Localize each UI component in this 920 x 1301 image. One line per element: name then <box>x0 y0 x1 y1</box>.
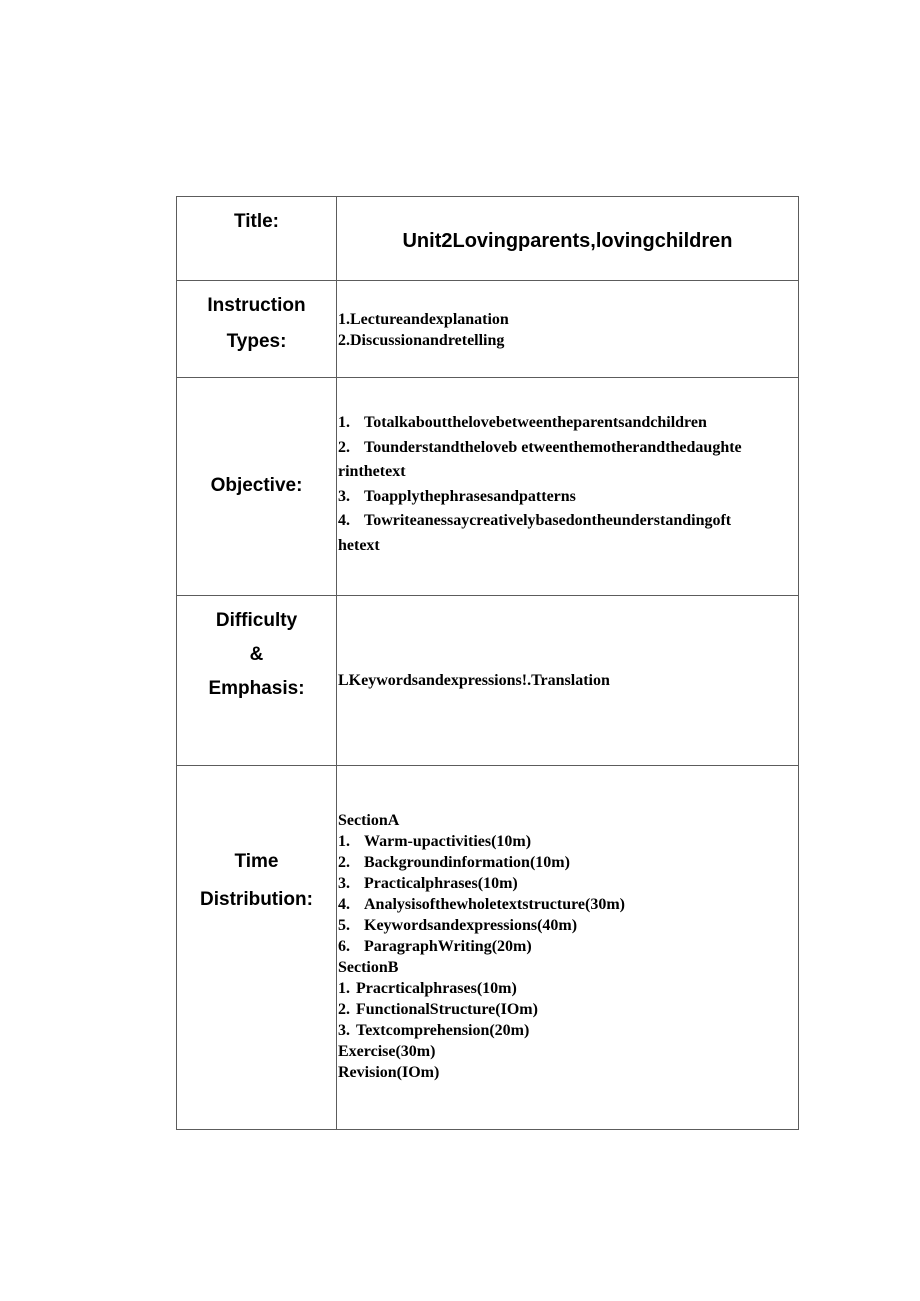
objective-item-number: 4. <box>338 512 350 529</box>
section-a-item <box>338 873 798 894</box>
section-a-item <box>338 831 798 852</box>
instruction-label-line1: Instruction <box>207 295 306 316</box>
item-text: Analysisofthewholetextstructure(30m) <box>364 896 625 913</box>
section-a-item <box>338 915 798 936</box>
time-label-line2: Distribution: <box>200 889 313 910</box>
objective-item <box>338 509 798 534</box>
item-text: ParagraphWriting(20m) <box>364 938 532 955</box>
revision-line: Revision(IOm) <box>338 1064 440 1081</box>
difficulty-label-cell <box>177 596 337 766</box>
item-number: 5. <box>338 917 350 934</box>
section-a-item <box>338 852 798 873</box>
section-a-heading: SectionA <box>338 812 400 829</box>
objective-item <box>338 485 798 510</box>
time-label-line1: Time <box>234 851 279 872</box>
section-b-item <box>338 978 798 999</box>
objective-item <box>338 436 798 461</box>
title-label-cell <box>177 197 337 281</box>
objective-label-cell <box>177 378 337 596</box>
section-b-item <box>338 1020 798 1041</box>
objective-item-number: 3. <box>338 487 350 505</box>
title-value: Unit2Lovingparents,lovingchildren <box>337 197 799 281</box>
section-a-item <box>338 936 798 957</box>
item-number: 1. <box>338 980 350 997</box>
item-number: 6. <box>338 938 350 955</box>
objective-row <box>177 378 799 596</box>
exercise-line: Exercise(30m) <box>338 1043 436 1060</box>
item-number: 3. <box>338 875 350 892</box>
item-text: FunctionalStructure(IOm) <box>356 1001 538 1018</box>
objective-item <box>338 411 798 436</box>
time-row <box>177 766 799 1130</box>
difficulty-label-line3: Emphasis: <box>208 678 305 699</box>
objective-values <box>337 378 799 596</box>
time-values <box>337 766 799 1130</box>
lesson-plan-table <box>176 196 799 1130</box>
difficulty-label-line2: & <box>249 644 264 665</box>
time-label-cell <box>177 766 337 1130</box>
item-number: 2. <box>338 854 350 871</box>
instruction-label-cell <box>177 281 337 378</box>
item-number: 3. <box>338 1022 350 1039</box>
item-text: Practicalphrases(10m) <box>364 875 518 892</box>
section-b-item <box>338 999 798 1020</box>
objective-item-number: 2. <box>338 438 350 456</box>
difficulty-value: LKeywordsandexpressions!.Translation <box>337 596 799 766</box>
objective-item-text: Tounderstandtheloveb etweenthemotherandthedaughte <box>364 438 742 456</box>
item-number: 2. <box>338 1001 350 1018</box>
item-text: Warm-upactivities(10m) <box>364 833 532 850</box>
item-number: 1. <box>338 833 350 850</box>
instruction-item: 2.Discussionandretelling <box>338 332 505 349</box>
objective-item-text: Totalkaboutthelovebetweentheparentsandchildren <box>364 414 707 431</box>
objective-item-text: Towriteanessaycreativelybasedontheunderstandingoft <box>364 512 732 529</box>
instruction-item: 1.Lectureandexplanation <box>338 311 509 328</box>
difficulty-label-line1: Difficulty <box>215 610 298 631</box>
item-text: Pracrticalphrases(10m) <box>356 980 517 997</box>
objective-item-number: 1. <box>338 414 350 431</box>
item-text: Backgroundinformation(10m) <box>364 854 570 871</box>
objective-item-continuation: rinthetext <box>338 463 406 480</box>
section-a-item <box>338 894 798 915</box>
item-number: 4. <box>338 896 350 913</box>
title-label: Title: <box>233 211 280 232</box>
instruction-label-line2: Types: <box>226 331 287 352</box>
instruction-values <box>337 281 799 378</box>
section-b-heading: SectionB <box>338 959 399 976</box>
item-text: Textcomprehension(20m) <box>356 1022 530 1039</box>
item-text: Keywordsandexpressions(40m) <box>364 917 578 934</box>
objective-label: Objective: <box>210 475 303 496</box>
instruction-row <box>177 281 799 378</box>
objective-item-continuation: hetext <box>338 536 380 554</box>
objective-item-text: Toapplythephrasesandpatterns <box>364 487 576 505</box>
title-row <box>177 197 799 281</box>
difficulty-row <box>177 596 799 766</box>
